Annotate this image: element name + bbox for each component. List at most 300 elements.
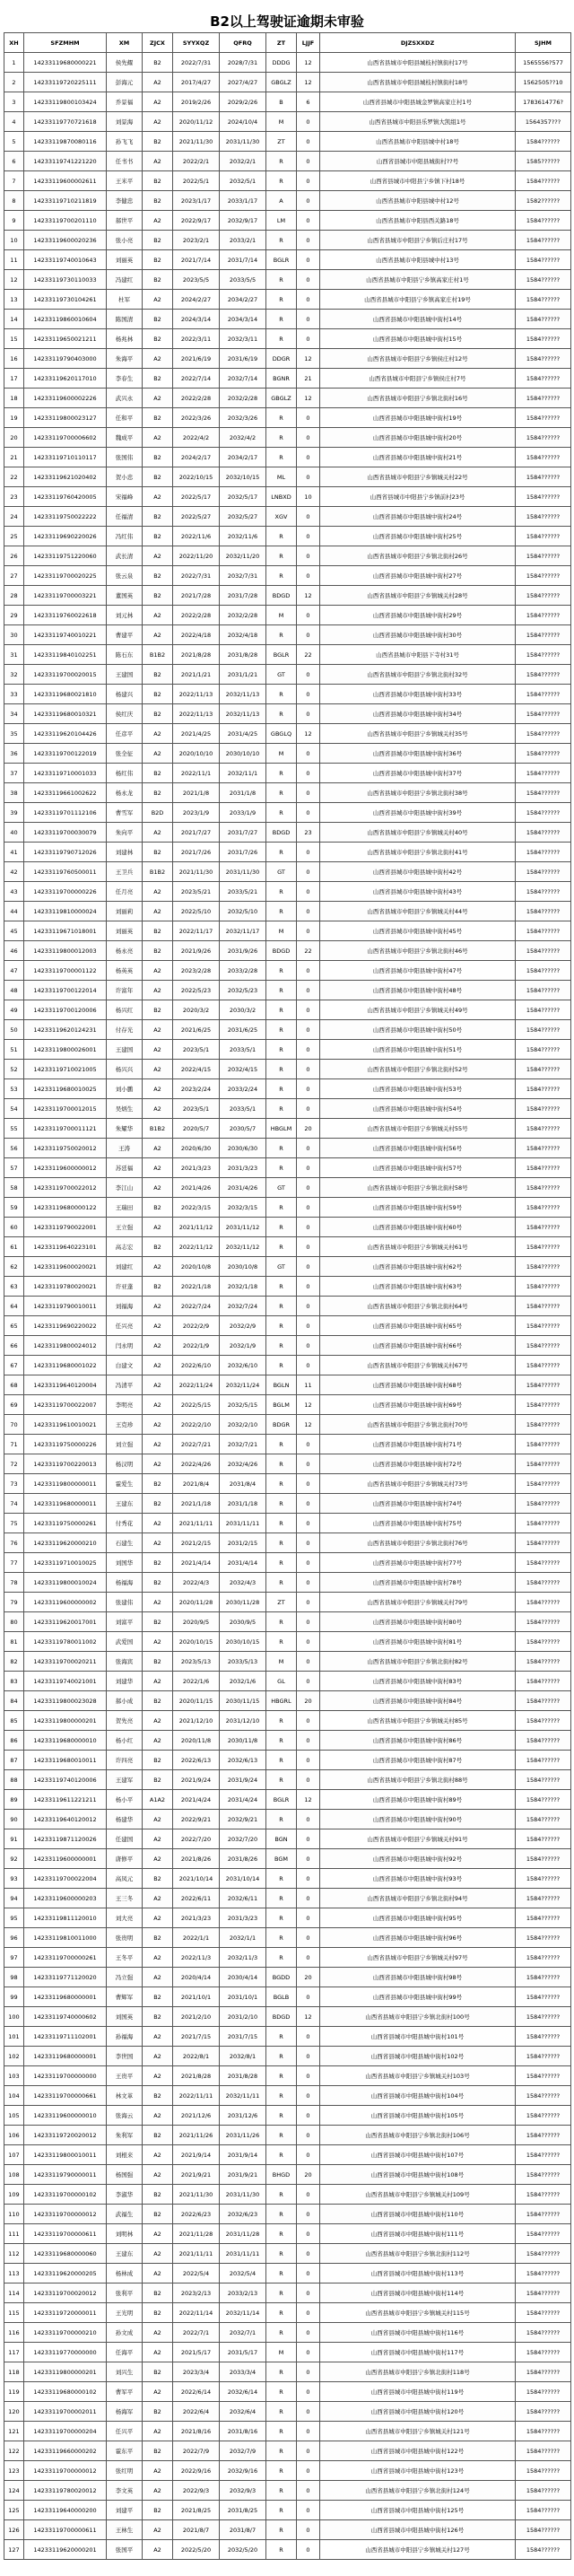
cell-syyxqz: 2021/7/14 xyxy=(173,250,220,270)
cell-ljjf: 0 xyxy=(297,1158,320,1178)
cell-zjcx: A2 xyxy=(143,1139,173,1158)
cell-address: 山西省县城市中阳县城中街村71号 xyxy=(320,1435,516,1454)
cell-xh: 125 xyxy=(4,2501,24,2520)
cell-phone: 1584?????? xyxy=(516,685,571,704)
cell-ljjf: 0 xyxy=(297,1336,320,1356)
cell-xh: 39 xyxy=(4,803,24,823)
cell-address: 山西省县城市中阳县城中街村15号 xyxy=(320,329,516,349)
cell-zjcx: B2 xyxy=(143,1612,173,1632)
cell-phone: 1584?????? xyxy=(516,764,571,783)
cell-qfrq: 2031/6/25 xyxy=(220,1020,266,1040)
cell-xh: 29 xyxy=(4,606,24,625)
cell-phone: 1584?????? xyxy=(516,2066,571,2086)
cell-sfzmhm: 14233119700006602 xyxy=(24,428,107,448)
table-row xyxy=(4,1297,571,1316)
cell-xh: 31 xyxy=(4,645,24,665)
cell-xh: 102 xyxy=(4,2047,24,2066)
cell-ljjf: 0 xyxy=(297,2145,320,2165)
cell-address: 山西省县城市中阳县城中街村60号 xyxy=(320,1218,516,1237)
cell-zjcx: A2 xyxy=(143,1356,173,1375)
cell-zt: M xyxy=(266,921,297,941)
cell-sfzmhm: 14233119810000024 xyxy=(24,902,107,921)
cell-zjcx: A2 xyxy=(143,724,173,744)
cell-phone: 1584?????? xyxy=(516,2264,571,2283)
cell-sfzmhm: 14233119700003221 xyxy=(24,586,107,606)
cell-address: 山西省县城市中阳县宁乡镇城关村109号 xyxy=(320,2185,516,2205)
cell-zt: ZT xyxy=(266,132,297,152)
cell-xh: 98 xyxy=(4,1968,24,1987)
cell-zjcx: B2 xyxy=(143,566,173,586)
table-row xyxy=(4,1178,571,1198)
cell-address: 山西省县城市中阳县乐罗镇大凯组1号 xyxy=(320,112,516,132)
cell-phone: 1584?????? xyxy=(516,546,571,566)
cell-xh: 77 xyxy=(4,1553,24,1573)
cell-syyxqz: 2021/8/16 xyxy=(173,2422,220,2441)
table-row xyxy=(4,2481,571,2501)
cell-syyxqz: 2020/10/10 xyxy=(173,744,220,764)
cell-ljjf: 0 xyxy=(297,2362,320,2382)
cell-zjcx: B2 xyxy=(143,1237,173,1257)
cell-phone: 1584?????? xyxy=(516,1593,571,1612)
cell-address: 山西省县城市中阳县城中街村42号 xyxy=(320,862,516,882)
cell-zt: R xyxy=(266,1889,297,1908)
cell-zt: R xyxy=(266,1928,297,1948)
cell-address: 山西省县城市中阳县宁乡镇北街村124号 xyxy=(320,2481,516,2501)
cell-phone: 1584?????? xyxy=(516,882,571,902)
table-row xyxy=(4,1454,571,1474)
cell-zjcx: A2 xyxy=(143,2066,173,2086)
table-row xyxy=(4,1099,571,1119)
cell-zt: R xyxy=(266,2422,297,2441)
cell-qfrq: 2032/1/1 xyxy=(220,1928,266,1948)
cell-phone: 1584?????? xyxy=(516,1375,571,1395)
cell-address: 山西省县城市中阳县宁乡镇北街村82号 xyxy=(320,1652,516,1672)
cell-sfzmhm: 14233119700011121 xyxy=(24,1119,107,1139)
cell-zt: BGLB xyxy=(266,1987,297,2007)
cell-syyxqz: 2022/7/9 xyxy=(173,2441,220,2461)
cell-syyxqz: 2020/3/2 xyxy=(173,1000,220,1020)
cell-sfzmhm: 14233119871120026 xyxy=(24,1829,107,1849)
cell-syyxqz: 2020/10/8 xyxy=(173,1257,220,1277)
table-row xyxy=(4,2441,571,2461)
cell-sfzmhm: 14233119700020012 xyxy=(24,2283,107,2303)
cell-qfrq: 2032/2/1 xyxy=(220,152,266,171)
cell-ljjf: 0 xyxy=(297,606,320,625)
cell-xh: 69 xyxy=(4,1395,24,1415)
cell-sfzmhm: 14233119740021001 xyxy=(24,1672,107,1691)
cell-zjcx: A2 xyxy=(143,1968,173,1987)
cell-address: 山西省县城市中阳县城中街村98号 xyxy=(320,1968,516,1987)
cell-xh: 22 xyxy=(4,467,24,487)
cell-sfzmhm: 14233119750020012 xyxy=(24,1139,107,1158)
cell-ljjf: 0 xyxy=(297,408,320,428)
cell-syyxqz: 2022/3/15 xyxy=(173,1198,220,1218)
cell-xm: 曹建平 xyxy=(107,625,143,645)
cell-xh: 4 xyxy=(4,112,24,132)
cell-syyxqz: 2022/7/24 xyxy=(173,1297,220,1316)
cell-xh: 5 xyxy=(4,132,24,152)
cell-syyxqz: 2021/5/17 xyxy=(173,2343,220,2362)
cell-qfrq: 2032/7/21 xyxy=(220,1435,266,1454)
cell-xh: 67 xyxy=(4,1356,24,1375)
cell-zt: R xyxy=(266,2205,297,2224)
cell-sfzmhm: 14233119750000226 xyxy=(24,1435,107,1454)
cell-ljjf: 0 xyxy=(297,1553,320,1573)
cell-zjcx: A2 xyxy=(143,2461,173,2481)
cell-address: 山西省县城市中阳县城中街村65号 xyxy=(320,1316,516,1336)
cell-qfrq: 2031/11/12 xyxy=(220,1218,266,1237)
cell-ljjf: 0 xyxy=(297,546,320,566)
cell-ljjf: 0 xyxy=(297,2283,320,2303)
cell-sfzmhm: 14233119700001122 xyxy=(24,961,107,981)
cell-sfzmhm: 14233119680000010 xyxy=(24,1731,107,1751)
cell-syyxqz: 2022/11/13 xyxy=(173,685,220,704)
cell-xm: 刘国华 xyxy=(107,1553,143,1573)
cell-zt: HBGRL xyxy=(266,1691,297,1711)
cell-xm: 贺先亮 xyxy=(107,1711,143,1731)
cell-phone: 1584?????? xyxy=(516,1632,571,1652)
cell-phone: 1584?????? xyxy=(516,1711,571,1731)
cell-phone: 1585?????? xyxy=(516,152,571,171)
cell-phone: 1584?????? xyxy=(516,645,571,665)
table-row xyxy=(4,2027,571,2047)
cell-sfzmhm: 14233119700000611 xyxy=(24,2224,107,2244)
cell-xh: 47 xyxy=(4,961,24,981)
table-row xyxy=(4,2283,571,2303)
cell-zt: BDGD xyxy=(266,941,297,961)
cell-xm: 杨红伟 xyxy=(107,764,143,783)
cell-syyxqz: 2021/9/14 xyxy=(173,2145,220,2165)
cell-address: 山西省县城市中阳县城中街村75号 xyxy=(320,1514,516,1533)
cell-address: 山西省县城市中阳县城中街村93号 xyxy=(320,1869,516,1889)
cell-address: 山西省县城市中阳县城中街村105号 xyxy=(320,2106,516,2126)
cell-sfzmhm: 14233119800010024 xyxy=(24,1573,107,1593)
cell-syyxqz: 2021/8/28 xyxy=(173,645,220,665)
cell-zt: ML xyxy=(266,467,297,487)
cell-zt: BGN xyxy=(266,1829,297,1849)
cell-address: 山西省县城市中阳县城中街村104号 xyxy=(320,2086,516,2106)
column-header-syyxqz: SYYXQZ xyxy=(173,33,220,53)
cell-qfrq: 2031/8/26 xyxy=(220,1849,266,1869)
table-row xyxy=(4,2461,571,2481)
cell-phone: 1584?????? xyxy=(516,2441,571,2461)
cell-phone: 1584?????? xyxy=(516,1968,571,1987)
cell-xm: 任兴平 xyxy=(107,2422,143,2441)
cell-qfrq: 2031/8/28 xyxy=(220,645,266,665)
cell-ljjf: 0 xyxy=(297,1810,320,1829)
table-row xyxy=(4,1336,571,1356)
cell-sfzmhm: 14233119700022004 xyxy=(24,1869,107,1889)
table-row xyxy=(4,132,571,152)
cell-zt: R xyxy=(266,1731,297,1751)
cell-xh: 64 xyxy=(4,1297,24,1316)
cell-zt: R xyxy=(266,2441,297,2461)
cell-address: 山西省县城市中阳县城中街村39号 xyxy=(320,803,516,823)
table-row xyxy=(4,803,571,823)
cell-sfzmhm: 14233119620000205 xyxy=(24,2264,107,2283)
table-row xyxy=(4,191,571,211)
cell-zt: BDGD xyxy=(266,586,297,606)
cell-qfrq: 2031/11/30 xyxy=(220,2185,266,2205)
cell-sfzmhm: 14233119800023028 xyxy=(24,1691,107,1711)
cell-sfzmhm: 14233119840102251 xyxy=(24,645,107,665)
cell-zjcx: A1A2 xyxy=(143,1790,173,1810)
cell-xh: 27 xyxy=(4,566,24,586)
cell-phone: 1584?????? xyxy=(516,389,571,408)
cell-phone: 1584?????? xyxy=(516,981,571,1000)
cell-zjcx: A2 xyxy=(143,2264,173,2283)
cell-xm: 唐修平 xyxy=(107,1849,143,1869)
cell-qfrq: 2032/7/1 xyxy=(220,2323,266,2343)
table-row xyxy=(4,1553,571,1573)
cell-zt: R xyxy=(266,1711,297,1731)
cell-xh: 57 xyxy=(4,1158,24,1178)
cell-ljjf: 0 xyxy=(297,764,320,783)
cell-ljjf: 0 xyxy=(297,2303,320,2323)
cell-zjcx: A2 xyxy=(143,902,173,921)
cell-address: 山西省县城市中阳县宁乡镇城关村67号 xyxy=(320,1356,516,1375)
cell-qfrq: 2031/7/28 xyxy=(220,586,266,606)
cell-sfzmhm: 14233119700022012 xyxy=(24,1178,107,1198)
cell-qfrq: 2032/1/9 xyxy=(220,1336,266,1356)
cell-qfrq: 2031/9/26 xyxy=(220,941,266,961)
cell-zjcx: A2 xyxy=(143,428,173,448)
cell-sfzmhm: 14233119800103424 xyxy=(24,92,107,112)
cell-ljjf: 0 xyxy=(297,428,320,448)
cell-address: 山西省县城市中阳县宁乡镇城关村55号 xyxy=(320,1119,516,1139)
cell-xm: 王涛 xyxy=(107,1139,143,1158)
cell-zjcx: A2 xyxy=(143,1060,173,1079)
table-row xyxy=(4,211,571,231)
cell-zt: R xyxy=(266,231,297,250)
cell-sfzmhm: 14233119700022007 xyxy=(24,1395,107,1415)
cell-xh: 23 xyxy=(4,487,24,507)
cell-ljjf: 0 xyxy=(297,704,320,724)
cell-zjcx: B2 xyxy=(143,2501,173,2520)
cell-sfzmhm: 14233119700000204 xyxy=(24,2422,107,2441)
cell-address: 山西省县城市中阳县宁乡镇城关村127号 xyxy=(320,2540,516,2560)
cell-xm: 张云泉 xyxy=(107,566,143,586)
table-row xyxy=(4,527,571,546)
cell-address: 山西省县城市中阳县城中村18号 xyxy=(320,132,516,152)
cell-zt: R xyxy=(266,1218,297,1237)
cell-phone: 1584?????? xyxy=(516,1928,571,1948)
cell-ljjf: 20 xyxy=(297,1691,320,1711)
cell-zjcx: A2 xyxy=(143,2224,173,2244)
cell-zjcx: B2 xyxy=(143,921,173,941)
cell-syyxqz: 2023/2/24 xyxy=(173,1079,220,1099)
table-row xyxy=(4,1908,571,1928)
cell-xh: 71 xyxy=(4,1435,24,1454)
cell-zjcx: A2 xyxy=(143,1178,173,1198)
cell-sfzmhm: 14233119620017001 xyxy=(24,1612,107,1632)
table-row xyxy=(4,941,571,961)
cell-ljjf: 0 xyxy=(297,112,320,132)
cell-address: 山西省县城市中阳县城中街村24号 xyxy=(320,507,516,527)
cell-syyxqz: 2022/6/23 xyxy=(173,2205,220,2224)
cell-ljjf: 0 xyxy=(297,2422,320,2441)
cell-ljjf: 0 xyxy=(297,2481,320,2501)
cell-xh: 107 xyxy=(4,2145,24,2165)
cell-qfrq: 2030/6/30 xyxy=(220,1139,266,1158)
table-row xyxy=(4,1948,571,1968)
cell-xh: 93 xyxy=(4,1869,24,1889)
cell-ljjf: 0 xyxy=(297,1908,320,1928)
cell-zjcx: A2 xyxy=(143,2343,173,2362)
table-row xyxy=(4,507,571,527)
cell-ljjf: 0 xyxy=(297,2086,320,2106)
cell-qfrq: 2032/7/9 xyxy=(220,2441,266,2461)
cell-xm: 杨国强 xyxy=(107,2165,143,2185)
cell-zt: R xyxy=(266,1060,297,1079)
cell-phone: 1584?????? xyxy=(516,2323,571,2343)
cell-zt: R xyxy=(266,152,297,171)
cell-xh: 17 xyxy=(4,369,24,389)
cell-qfrq: 2031/11/11 xyxy=(220,2244,266,2264)
cell-phone: 1584?????? xyxy=(516,1395,571,1415)
cell-syyxqz: 2020/11/8 xyxy=(173,1731,220,1751)
cell-zt: R xyxy=(266,1533,297,1553)
cell-address: 山西省县城市中阳县宁乡镇北街村58号 xyxy=(320,1178,516,1198)
cell-address: 山西省县城市中阳县宁乡镇北街村32号 xyxy=(320,665,516,685)
cell-zjcx: A2 xyxy=(143,2540,173,2560)
cell-zjcx: A2 xyxy=(143,744,173,764)
cell-xm: 任月亮 xyxy=(107,882,143,902)
cell-zt: R xyxy=(266,783,297,803)
cell-address: 山西省县城市中阳县城枝村镇街村18号 xyxy=(320,73,516,92)
cell-qfrq: 2031/6/19 xyxy=(220,349,266,369)
table-row xyxy=(4,1711,571,1731)
cell-xm: 付秀花 xyxy=(107,1514,143,1533)
cell-zt: GBGLZ xyxy=(266,389,297,408)
cell-xh: 116 xyxy=(4,2323,24,2343)
cell-xh: 96 xyxy=(4,1928,24,1948)
cell-ljjf: 0 xyxy=(297,1079,320,1099)
cell-zjcx: A2 xyxy=(143,546,173,566)
cell-ljjf: 20 xyxy=(297,2165,320,2185)
cell-xh: 124 xyxy=(4,2481,24,2501)
cell-zjcx: B2 xyxy=(143,448,173,467)
cell-phone: 1584?????? xyxy=(516,1356,571,1375)
cell-syyxqz: 2023/2/13 xyxy=(173,2283,220,2303)
table-row xyxy=(4,2047,571,2066)
cell-ljjf: 0 xyxy=(297,1770,320,1790)
cell-sfzmhm: 14233119730110033 xyxy=(24,270,107,290)
cell-syyxqz: 2020/10/15 xyxy=(173,1632,220,1652)
cell-xm: 刘兴生 xyxy=(107,2362,143,2382)
cell-zjcx: B2 xyxy=(143,2362,173,2382)
cell-syyxqz: 2021/3/23 xyxy=(173,1908,220,1928)
cell-phone: 1584?????? xyxy=(516,1810,571,1829)
cell-xm: 朱耀华 xyxy=(107,1119,143,1139)
table-row xyxy=(4,329,571,349)
cell-zjcx: A2 xyxy=(143,1099,173,1119)
cell-ljjf: 0 xyxy=(297,2461,320,2481)
cell-syyxqz: 2022/1/18 xyxy=(173,1277,220,1297)
cell-address: 山西省县城市中阳县城中街村84号 xyxy=(320,1691,516,1711)
cell-xm: 杨福海 xyxy=(107,1573,143,1593)
cell-ljjf: 0 xyxy=(297,231,320,250)
cell-ljjf: 0 xyxy=(297,1948,320,1968)
cell-xh: 86 xyxy=(4,1731,24,1751)
cell-phone: 1584?????? xyxy=(516,1099,571,1119)
cell-qfrq: 2032/11/3 xyxy=(220,1948,266,1968)
cell-zt: R xyxy=(266,408,297,428)
cell-address: 山西省县城市中阳县宁乡镇北街村46号 xyxy=(320,941,516,961)
cell-phone: 1584?????? xyxy=(516,1297,571,1316)
cell-xm: 张建伟 xyxy=(107,1593,143,1612)
cell-address: 山西省县城市中阳县城中街村34号 xyxy=(320,704,516,724)
cell-ljjf: 20 xyxy=(297,1119,320,1139)
table-row xyxy=(4,2126,571,2145)
cell-xm: 王瑞田 xyxy=(107,1198,143,1218)
cell-syyxqz: 2022/8/1 xyxy=(173,2047,220,2066)
cell-zt: R xyxy=(266,2126,297,2145)
cell-xm: 付存光 xyxy=(107,1020,143,1040)
cell-phone: 1584?????? xyxy=(516,1573,571,1593)
cell-sfzmhm: 14233119760022618 xyxy=(24,606,107,625)
cell-sfzmhm: 14233119690220022 xyxy=(24,1316,107,1336)
cell-syyxqz: 2024/3/14 xyxy=(173,310,220,329)
cell-phone: 1584?????? xyxy=(516,1020,571,1040)
cell-phone: 1584?????? xyxy=(516,1257,571,1277)
cell-zt: R xyxy=(266,1336,297,1356)
cell-phone: 1584?????? xyxy=(516,625,571,645)
cell-sfzmhm: 14233119860010604 xyxy=(24,310,107,329)
cell-zt: R xyxy=(266,1316,297,1336)
cell-zt: M xyxy=(266,112,297,132)
cell-zt: DDGR xyxy=(266,349,297,369)
cell-zjcx: A2 xyxy=(143,349,173,369)
cell-zt: DDDG xyxy=(266,53,297,73)
cell-xm: 武福生 xyxy=(107,2205,143,2224)
cell-xm: 杨永龙 xyxy=(107,783,143,803)
cell-syyxqz: 2022/9/17 xyxy=(173,211,220,231)
cell-zt: R xyxy=(266,1612,297,1632)
cell-zjcx: B2 xyxy=(143,941,173,961)
table-row xyxy=(4,625,571,645)
cell-xh: 70 xyxy=(4,1415,24,1435)
table-row xyxy=(4,843,571,862)
table-row xyxy=(4,1218,571,1237)
cell-zt: R xyxy=(266,270,297,290)
cell-address: 山西省县城市中阳县下寺村31号 xyxy=(320,645,516,665)
cell-xm: 张利平 xyxy=(107,2283,143,2303)
cell-zt: R xyxy=(266,1751,297,1770)
cell-xm: 刘小鹏 xyxy=(107,1079,143,1099)
cell-xh: 111 xyxy=(4,2224,24,2244)
cell-ljjf: 0 xyxy=(297,1928,320,1948)
column-header-djzsxxdz: DJZSXXDZ xyxy=(320,33,516,53)
cell-zt: BGLR xyxy=(266,250,297,270)
table-row xyxy=(4,1573,571,1593)
table-row xyxy=(4,862,571,882)
cell-qfrq: 2031/1/18 xyxy=(220,1494,266,1514)
cell-xm: 刘大亮 xyxy=(107,1908,143,1928)
cell-zt: R xyxy=(266,625,297,645)
cell-address: 山西省县城市中阳县宁乡镇北街村16号 xyxy=(320,389,516,408)
table-row xyxy=(4,665,571,685)
table-row xyxy=(4,783,571,803)
table-row xyxy=(4,2165,571,2185)
cell-address: 山西省县城市中阳县城中街村83号 xyxy=(320,1672,516,1691)
cell-phone: 1584?????? xyxy=(516,1889,571,1908)
cell-qfrq: 2032/9/16 xyxy=(220,2461,266,2481)
cell-sfzmhm: 14233119700122019 xyxy=(24,744,107,764)
cell-xm: 许亚蓬 xyxy=(107,1277,143,1297)
cell-ljjf: 0 xyxy=(297,1356,320,1375)
cell-phone: 1584?????? xyxy=(516,1731,571,1751)
